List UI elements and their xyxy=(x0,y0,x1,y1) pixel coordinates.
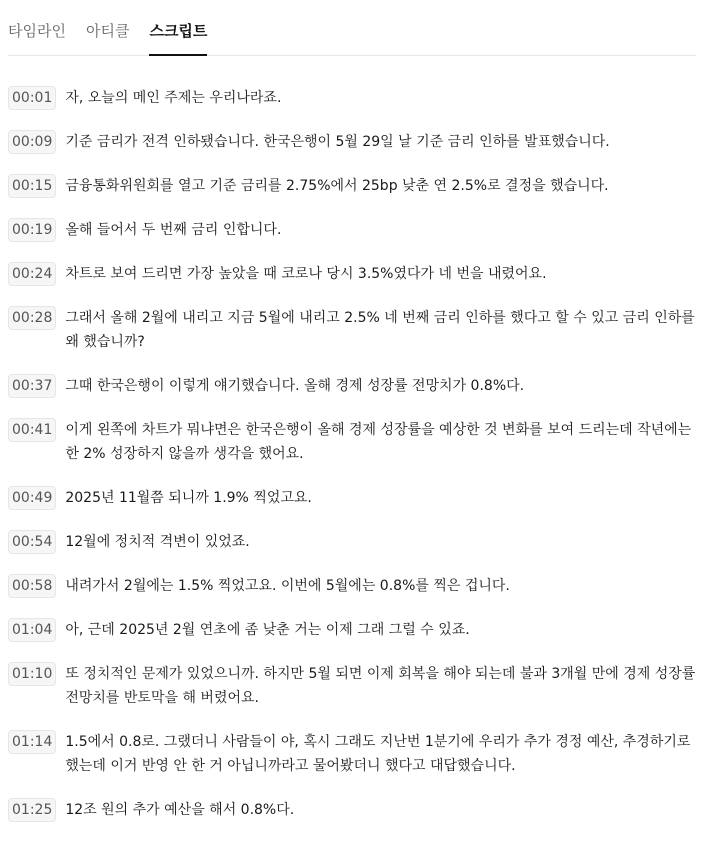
script-row xyxy=(8,662,698,710)
script-text: 아, 근데 2025년 2월 연초에 좀 낮춘 거는 이제 그래 그럴 수 있죠. xyxy=(65,622,470,638)
script-text: 그래서 올해 2월에 내리고 지금 5월에 내리고 2.5% 네 번째 금리 인하를 했다고 할 수 있고 금리 인하를 왜 했습니까? xyxy=(65,310,695,350)
script-row xyxy=(8,798,698,822)
timestamp-button[interactable]: 00:19 xyxy=(8,218,56,242)
script-row xyxy=(8,530,698,554)
script-row xyxy=(8,130,698,154)
tab-article[interactable]: 아티클 xyxy=(85,22,130,40)
script-row xyxy=(8,618,698,642)
tab-script[interactable]: 스크립트 xyxy=(149,0,207,55)
script-text: 내려가서 2월에는 1.5% 찍었고요. 이번에 5월에는 0.8%를 찍은 겁니다. xyxy=(65,578,510,594)
timestamp-button[interactable]: 00:24 xyxy=(8,262,56,286)
timestamp-button[interactable]: 00:09 xyxy=(8,130,56,154)
timestamp-button[interactable]: 01:25 xyxy=(8,798,56,822)
script-row xyxy=(8,306,698,354)
script-list xyxy=(8,86,698,842)
timestamp-button[interactable]: 00:01 xyxy=(8,86,56,110)
script-text: 올해 들어서 두 번째 금리 인합니다. xyxy=(65,222,282,238)
timestamp-button[interactable]: 00:28 xyxy=(8,306,56,330)
script-text: 2025년 11월쯤 되니까 1.9% 찍었고요. xyxy=(65,490,312,506)
script-row xyxy=(8,174,698,198)
script-text: 기준 금리가 전격 인하됐습니다. 한국은행이 5월 29일 날 기준 금리 인하를 발표했습니다. xyxy=(65,134,610,150)
script-row xyxy=(8,418,698,466)
script-row xyxy=(8,486,698,510)
script-row xyxy=(8,730,698,778)
script-row xyxy=(8,374,698,398)
script-row xyxy=(8,262,698,286)
timestamp-button[interactable]: 00:54 xyxy=(8,530,56,554)
tab-timeline[interactable]: 타임라인 xyxy=(8,22,66,40)
script-text: 금융통화위원회를 열고 기준 금리를 2.75%에서 25bp 낮춘 연 2.5%로 결정을 했습니다. xyxy=(65,178,609,194)
script-text: 또 정치적인 문제가 있었으니까. 하지만 5월 되면 이제 회복을 해야 되는데 불과 3개월 만에 경제 성장률 전망치를 반토막을 해 버렸어요. xyxy=(65,666,696,706)
timestamp-button[interactable]: 01:04 xyxy=(8,618,56,642)
timestamp-button[interactable]: 01:10 xyxy=(8,662,56,686)
script-row xyxy=(8,574,698,598)
timestamp-button[interactable]: 00:49 xyxy=(8,486,56,510)
script-text: 1.5에서 0.8로. 그랬더니 사람들이 야, 혹시 그래도 지난번 1분기에 우리가 추가 경정 예산, 추경하기로 했는데 이거 반영 안 한 거 아닙니까라고 물어봤더니 했다고 대답했습니다. xyxy=(65,734,691,774)
script-row xyxy=(8,218,698,242)
timestamp-button[interactable]: 00:58 xyxy=(8,574,56,598)
script-text: 12조 원의 추가 예산을 해서 0.8%다. xyxy=(65,802,295,818)
script-text: 자, 오늘의 메인 주제는 우리나라죠. xyxy=(65,90,282,106)
script-text: 12월에 정치적 격변이 있었죠. xyxy=(65,534,250,550)
timestamp-button[interactable]: 00:15 xyxy=(8,174,56,198)
script-text: 그때 한국은행이 이렇게 얘기했습니다. 올해 경제 성장률 전망치가 0.8%다. xyxy=(65,378,525,394)
timestamp-button[interactable]: 00:37 xyxy=(8,374,56,398)
script-text: 차트로 보여 드리면 가장 높았을 때 코로나 당시 3.5%였다가 네 번을 내렸어요. xyxy=(65,266,547,282)
script-row xyxy=(8,86,698,110)
tab-bar xyxy=(8,0,696,56)
script-text: 이게 왼쪽에 차트가 뭐냐면은 한국은행이 올해 경제 성장률을 예상한 것 변화를 보여 드리는데 작년에는 한 2% 성장하지 않을까 생각을 했어요. xyxy=(65,422,692,462)
timestamp-button[interactable]: 01:14 xyxy=(8,730,56,754)
timestamp-button[interactable]: 00:41 xyxy=(8,418,56,442)
